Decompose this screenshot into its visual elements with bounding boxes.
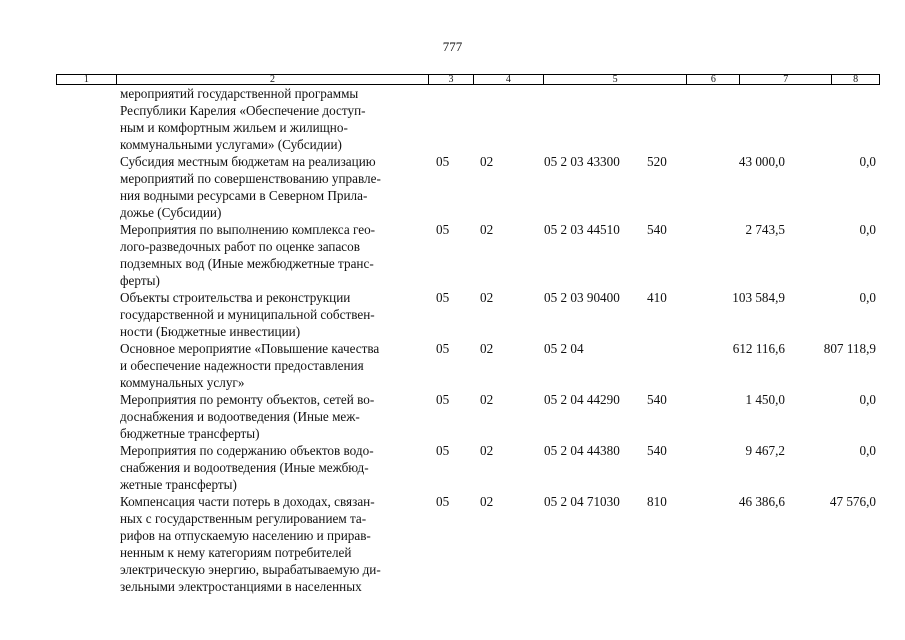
section-code: 05	[436, 154, 450, 169]
table-row	[56, 391, 880, 442]
expense-type-code: 540	[647, 443, 667, 458]
table-row	[56, 340, 880, 391]
table-row	[56, 153, 880, 221]
description-line: жетные трансферты)	[120, 477, 237, 492]
description-line: мероприятий по совершенствованию управле-	[120, 171, 381, 186]
expense-type-code: 540	[647, 222, 667, 237]
description-line: Мероприятия по ремонту объектов, сетей во-	[120, 392, 375, 407]
subsection-code: 02	[480, 290, 494, 305]
amount-year-1: 46 386,6	[738, 494, 785, 509]
header-col-6: 6	[687, 75, 740, 84]
expense-type-code: 810	[647, 494, 667, 509]
description-line: государственной и муниципальной собствен-	[120, 307, 375, 322]
amount-year-2: 0,0	[859, 392, 876, 407]
budget-table	[56, 74, 880, 595]
target-article-code: 05 2 04	[544, 341, 584, 356]
table-row	[56, 85, 880, 153]
target-article-code: 05 2 04 44380	[544, 443, 620, 458]
target-article-code: 05 2 03 44510	[544, 222, 620, 237]
subsection-code: 02	[480, 154, 494, 169]
expense-type-code: 540	[647, 392, 667, 407]
description-line: снабжения и водоотведения (Иные межбюд-	[120, 460, 369, 475]
amount-year-1: 1 450,0	[745, 392, 785, 407]
description-line: Мероприятия по содержанию объектов водо-	[120, 443, 374, 458]
section-code: 05	[436, 392, 450, 407]
amount-year-2: 807 118,9	[823, 341, 876, 356]
description-line: Субсидия местным бюджетам на реализацию	[120, 154, 376, 169]
header-col-7: 7	[740, 75, 832, 84]
section-code: 05	[436, 290, 450, 305]
table-row	[56, 493, 880, 595]
subsection-code: 02	[480, 341, 494, 356]
amount-year-2: 0,0	[859, 222, 876, 237]
table-row	[56, 442, 880, 493]
header-col-3: 3	[429, 75, 474, 84]
amount-year-1: 612 116,6	[732, 341, 785, 356]
table-body	[56, 85, 880, 595]
row-description	[120, 289, 430, 340]
description-line: дожье (Субсидии)	[120, 205, 222, 220]
description-line: Мероприятия по выполнению комплекса гео-	[120, 222, 376, 237]
amount-year-2: 0,0	[859, 443, 876, 458]
row-description	[120, 340, 430, 391]
description-line: Объекты строительства и реконструкции	[120, 290, 351, 305]
row-description	[120, 153, 430, 221]
row-description	[120, 493, 430, 595]
section-code: 05	[436, 443, 450, 458]
section-code: 05	[436, 341, 450, 356]
description-line: ным и комфортным жильем и жилищно-	[120, 120, 348, 135]
section-code: 05	[436, 222, 450, 237]
table-row	[56, 221, 880, 289]
description-line: коммунальными услугами» (Субсидии)	[120, 137, 342, 152]
row-description	[120, 442, 430, 493]
subsection-code: 02	[480, 392, 494, 407]
description-line: доснабжения и водоотведения (Иные меж-	[120, 409, 360, 424]
subsection-code: 02	[480, 443, 494, 458]
description-line: Компенсация части потерь в доходах, связан-	[120, 494, 375, 509]
description-line: лого-разведочных работ по оценке запасов	[120, 239, 360, 254]
header-col-2: 2	[117, 75, 429, 84]
subsection-code: 02	[480, 494, 494, 509]
expense-type-code: 520	[647, 154, 667, 169]
header-col-8: 8	[853, 74, 859, 85]
header-col-4: 4	[474, 75, 544, 84]
amount-year-2: 0,0	[859, 290, 876, 305]
amount-year-1: 9 467,2	[745, 443, 785, 458]
description-line: ненным к нему категориям потребителей	[120, 545, 352, 560]
description-line: Республики Карелия «Обеспечение доступ-	[120, 103, 366, 118]
description-line: ния водными ресурсами в Северном Прила-	[120, 188, 368, 203]
table-row	[56, 289, 880, 340]
subsection-code: 02	[480, 222, 494, 237]
amount-year-2: 47 576,0	[829, 494, 876, 509]
description-line: мероприятий государственной программы	[120, 86, 359, 101]
row-description	[120, 391, 430, 442]
description-line: коммунальных услуг»	[120, 375, 245, 390]
description-line: ности (Бюджетные инвестиции)	[120, 324, 301, 339]
row-description	[120, 221, 430, 289]
target-article-code: 05 2 04 44290	[544, 392, 620, 407]
description-line: подземных вод (Иные межбюджетные транс-	[120, 256, 374, 271]
amount-year-1: 103 584,9	[732, 290, 785, 305]
header-col-5: 5	[544, 75, 688, 84]
target-article-code: 05 2 03 43300	[544, 154, 620, 169]
description-line: бюджетные трансферты)	[120, 426, 260, 441]
expense-type-code: 410	[647, 290, 667, 305]
amount-year-1: 43 000,0	[738, 154, 785, 169]
description-line: Основное мероприятие «Повышение качества	[120, 341, 380, 356]
table-header-row	[56, 74, 880, 85]
target-article-code: 05 2 03 90400	[544, 290, 620, 305]
description-line: ферты)	[120, 273, 160, 288]
description-line: электрическую энергию, вырабатываемую ди-	[120, 562, 381, 577]
description-line: рифов на отпускаемую населению и прирав-	[120, 528, 371, 543]
header-col-1: 1	[57, 75, 117, 84]
description-line: ных с государственным регулированием та-	[120, 511, 367, 526]
target-article-code: 05 2 04 71030	[544, 494, 620, 509]
description-line: зельными электростанциями в населенных	[120, 579, 362, 594]
amount-year-2: 0,0	[859, 154, 876, 169]
page-number: 777	[442, 39, 463, 54]
description-line: и обеспечение надежности предоставления	[120, 358, 364, 373]
row-description	[120, 85, 430, 153]
section-code: 05	[436, 494, 450, 509]
amount-year-1: 2 743,5	[745, 222, 785, 237]
